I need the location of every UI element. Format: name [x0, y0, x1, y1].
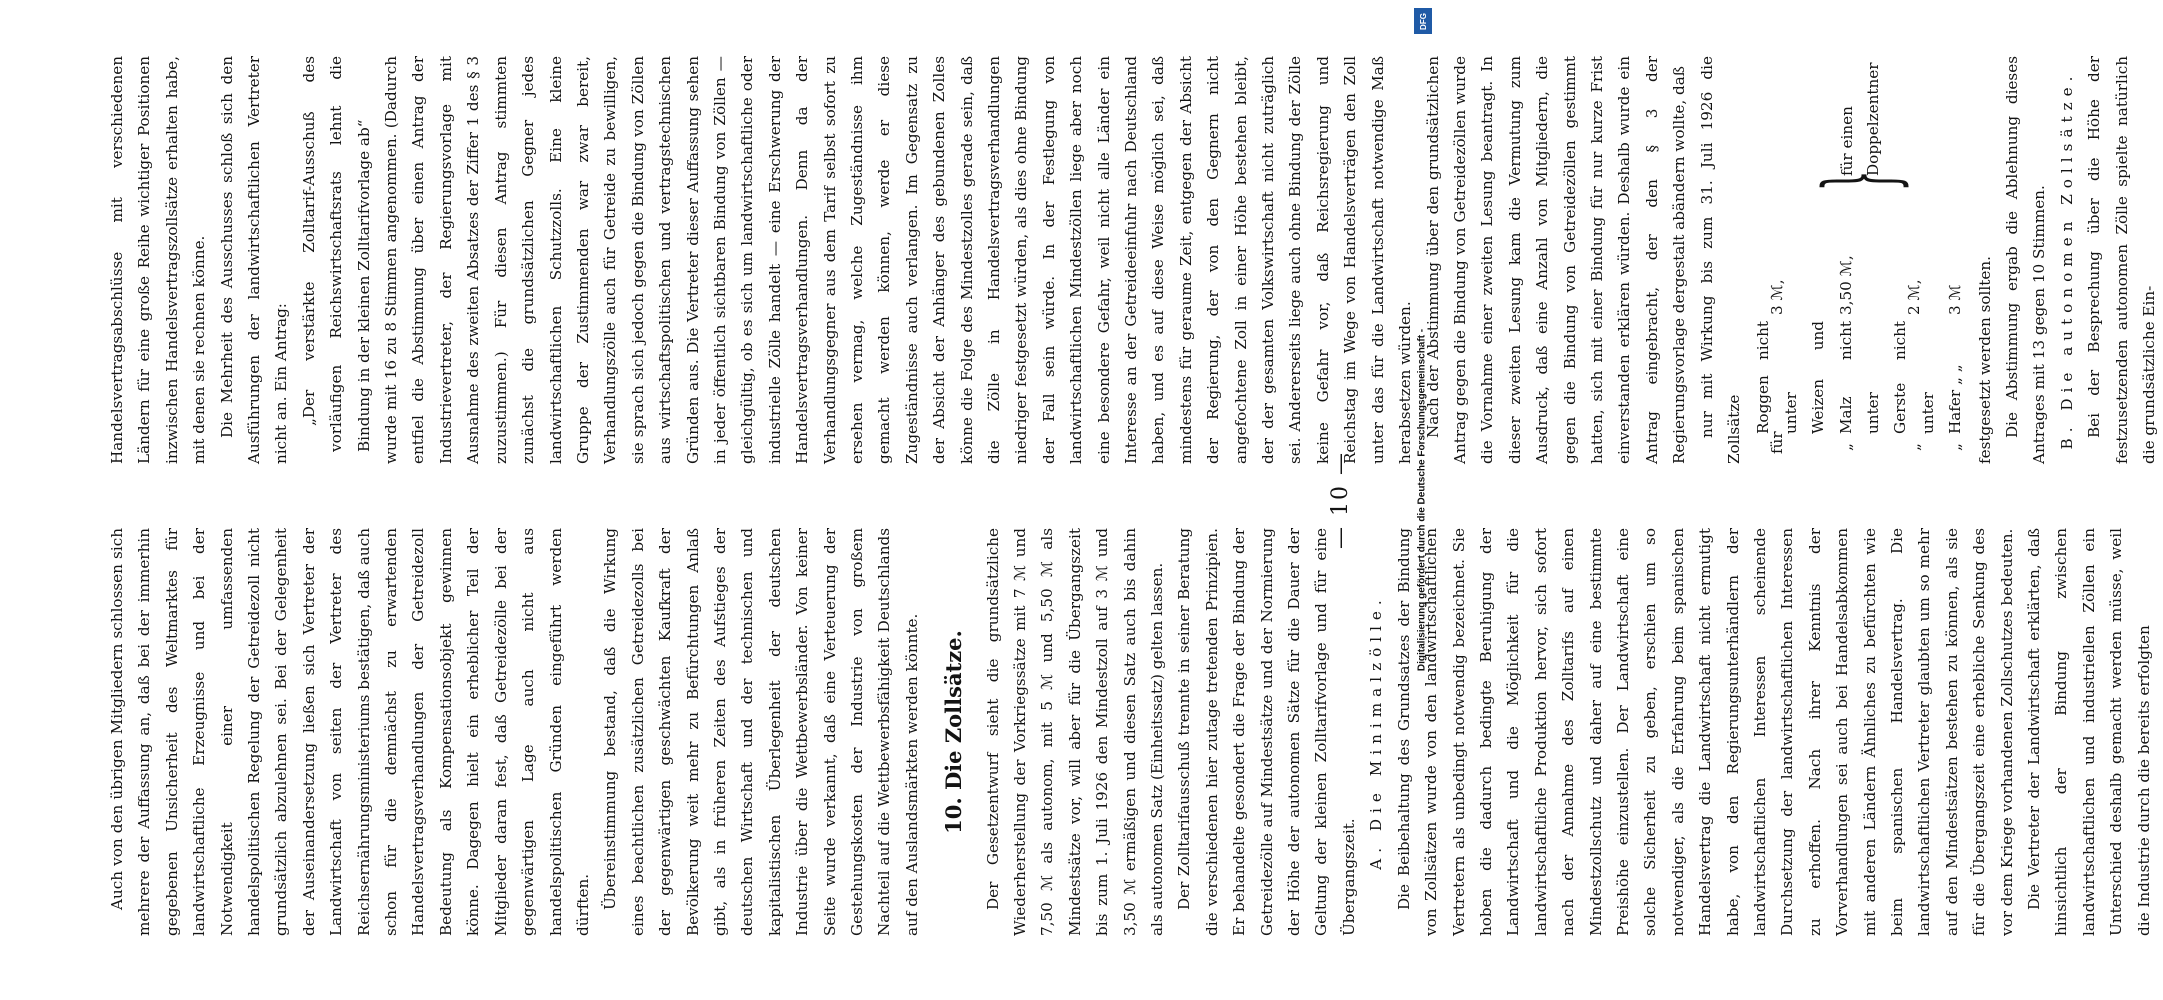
curly-brace-icon: } [1804, 170, 1916, 192]
paragraph: Die Abstimmung ergab die Ablehnung dieses Antrages mit 13 gegen 10 Stimmen. [2003, 56, 2049, 464]
paragraph: nur mit Wirkung bis zum 31. Juli 1926 die Zollsätze [1697, 56, 1743, 464]
subheading-a: A. Die Minimalzölle. [1367, 594, 1386, 870]
dfg-logo-icon [1414, 8, 1432, 34]
paragraph: Nach der Abstimmung über den grundsätzlichen Antrag gegen die Bindung von Getreidezöllen wurde die Vornahme einer zweiten Lesung beantragt. In dieser zweiten Lesung kam die Vermutung zum Ausdruck, daß eine Anzahl von Mitgliedern, die gegen die Bindung von Getreidezöllen gestimmt hatten, sich mit einer Bindung für nur kurze Frist einverstanden erklären würden. Deshalb wurde ein Antrag eingebracht, der den § 3 der Regierungsvorlage dergestalt abändern wollte, daß [1423, 56, 1689, 464]
tariff-item: Hafer „ „ [1946, 364, 1965, 434]
paragraph: wurde mit 16 zu 8 Stimmen angenommen. (Dadurch entfiel die Abstimmung über einen Antrag der Industrievertreter, der Regierungsvorlage mit Ausnahme des zweiten Absatzes der Ziffer 1 des § 3 zuzustimmen.) Für diesen Antrag stimmten zunächst die grundsätzlichen Gegner jedes landwirtschaftlichen Schutzzolls. Eine kleine Gruppe der Zustimmenden war zwar bereit, Verhandlungszölle auch für Getreide zu bewilligen, sie sprach sich jedoch gegen die Bindung von Zöllen aus wirtschaftspolitischen und vertragstechnischen Gründen aus. Die Vertreter dieser Auffassung sehen in jeder öffentlich sichtbaren Bindung von Zöllen — gleichgültig, ob es sich um landwirtschaftliche oder industrielle Zölle handelt — eine Erschwerung der Handelsvertragsverhandlungen. Denn da der Verhandlungsgegner aus dem Tarif selbst sofort zu ersehen vermag, welche Zugeständnisse ihm gemacht werden können, werde er diese Zugeständnisse auch verlangen. Im Gegensatz zu der Absicht der Anhänger des gebundenen Zolles könne die Folge des Mindestzolles gerade sein, daß die Zölle in Handelsvertragsverhandlungen niedriger festgesetzt würden, als dies ohne Bindung der Fall sein würde. In der Festlegung von landwirtschaftlichen Mindestzöllen liege aber noch eine besondere Gefahr, weil nicht alle Länder ein Interesse an der Getreideeinfuhr nach Deutschland haben, und es auf diese Weise möglich sei, daß mindestens für geraume Zeit, entgegen der Absicht der Regierung, der von den Gegnern nicht angefochtene Zoll in einer Höhe bestehen bleibt, der der gesamten Volkswirtschaft nicht zuträglich sei. Andererseits liege auch ohne Bindung der Zölle keine Gefahr vor, daß Reichsregierung und Reichstag im Wege von Handelsverträgen den Zoll unter das für die Landwirtschaft notwendige Maß herabsetzen würden. [382, 56, 1415, 464]
tariff-value: 2 ℳ, [1905, 279, 1924, 315]
dfg-logo-text: DFG [1418, 12, 1428, 30]
page-number: — 10 — [1328, 451, 1353, 549]
tariff-value: 3,50 ℳ, [1836, 255, 1855, 315]
tariff-item: Gerste nicht unter [1891, 321, 1937, 434]
paragraph: Auch von den übrigen Mitgliedern schlossen sich mehrere der Auffassung an, daß bei der immerhin gegebenen Unsicherheit des Weltmarktes für landwirtschaftliche Erzeugnisse und bei der Notwendigkeit einer umfassenden handelspolitischen Regelung der Getreidezoll nicht grundsätzlich abzulehnen sei. Bei der Gelegenheit der Auseinandersetzung ließen sich Vertreter der Landwirtschaft von seiten der Vertreter des Reichsernährungsministeriums bestätigen, daß auch schon für die demnächst zu erwartenden Handelsvertragsverhandlungen der Getreidezoll Bedeutung als Kompensationsobjekt gewinnen könne. Dagegen hielt ein erheblicher Teil der Mitglieder daran fest, daß Getreidezölle bei der gegenwärtigen Lage auch nicht aus handelspolitischen Gründen eingeführt werden dürften. [108, 528, 592, 936]
tariff-bullet: für [1768, 431, 1787, 454]
paragraph: Übereinstimmung bestand, daß die Wirkung eines beachtlichen zusätzlichen Getreidezolls bei der gegenwärtigen geschwächten Kaufkraft der Bevölkerung weit mehr zu Befürchtungen Anlaß gibt, als in früheren Zeiten des Aufstieges der deutschen Wirtschaft und der technischen und kapitalistischen Überlegenheit der deutschen Industrie über die Wettbewerbsländer. Von keiner Seite wurde verkannt, daß eine Verteuerung der Gestehungskosten der Industrie von großem Nachteil auf die Wettbewerbsfähigkeit Deutschlands auf den Auslandsmärkten werden könnte. [601, 528, 921, 936]
paragraph: Die Vertreter der Landwirtschaft erklärten, daß hinsichtlich der Bindung zwischen landwirtschaftlichen und industriellen Zöllen ein Unterschied deshalb gemacht werden müsse, weil die Industrie durch die bereits erfolgten [2025, 528, 2153, 936]
paragraph: Handelsvertragsabschlüsse mit verschiedenen Ländern für eine große Reihe wichtiger Positionen inzwischen Handelsvertragszollsätze erhalten habe, mit denen sie rechnen könne. [108, 56, 209, 464]
right-column [104, 56, 2163, 464]
paragraph: Die Mehrheit des Ausschusses schloß sich den Ausführungen der landwirtschaftlichen Vertreter nicht an. Ein Antrag: [217, 56, 291, 464]
digitization-credit: Digitalisierung gefördert durch die Deutsche Forschungsgemeinschaft - [1416, 328, 1428, 672]
tariff-bullet: „ [1905, 443, 1924, 451]
paragraph: Die Beibehaltung des Grundsatzes der Bindung von Zollsätzen wurde von den landwirtschaftlichen Vertretern als unbedingt notwendig bezeichnet. Sie hoben die dadurch bedingte Beruhigung der Landwirtschaft und die Möglichkeit für die landwirtschaftliche Produktion hervor, sich sofort nach der Annahme des Zolltarifs auf einen Mindestzollschutz und daher auf eine bestimmte Preishöhe einzustellen. Der Landwirtschaft eine solche Sicherheit zu geben, erschien um so notwendiger, als die Erfahrung beim spanischen Handelsvertrag die Landwirtschaft nicht ermutigt habe, von den Regierungsunterhändlern der landwirtschaftlichen Interessen scheinende Durchsetzung der landwirtschaftlichen Interessen zu erhoffen. Nach ihrer Kenntnis der Vorverhandlungen sei auch bei Handelsabkommen mit anderen Ländern Ähnliches zu befürchten wie beim spanischen Handelsvertrag. Die landwirtschaftlichen Vertreter glaubten um so mehr auf den Mindestsätzen bestehen zu können, als sie für die Übergangszeit eine erhebliche Senkung des vor dem Kriege vorhandenen Zollschutzes bedeuten. [1394, 528, 2016, 936]
paragraph: Bei der Besprechung über die Höhe der festzusetzenden autonomen Zölle spielte natürlich die grundsätzliche Ein- [2085, 56, 2159, 464]
quoted-motion: „Der verstärkte Zolltarif-Ausschuß des vorläufigen Reichswirtschaftsrats lehnt die Bindung in der kleinen Zolltarifvorlage ab“ [299, 56, 373, 452]
paragraph: Der Zolltarifausschuß trennte in seiner Beratung die verschiedenen hier zutage tretenden Prinzipien. Er behandelte gesondert die Frage der Bindung der Getreidezölle auf Mindestsätze und der Normierung der Höhe der autonomen Sätze für die Dauer der Geltung der kleinen Zolltarifvorlage und für eine Übergangszeit. [1175, 528, 1358, 936]
tariff-item: Weizen und Malz nicht unter [1809, 321, 1882, 434]
tariff-value: 3 ℳ [1946, 284, 1965, 315]
subheading-b: B. Die autonomen Zollsätze. [2057, 70, 2076, 450]
tariff-table [1750, 56, 1969, 454]
tariff-value: 3 ℳ, [1768, 279, 1787, 315]
paragraph: Der Gesetzentwurf sieht die grundsätzliche Wiederherstellung der Vorkriegssätze mit 7 ℳ und 7,50 ℳ als autonom, mit 5 ℳ und 5,50 ℳ als Mindestsätze vor, will aber für die Übergangszeit bis zum 1. Juli 1926 den Mindestzoll auf 3 ℳ und 3,50 ℳ ermäßigen und diesen Satz auch bis dahin als autonomen Satz (Einheitssatz) gelten lassen. [983, 528, 1167, 936]
tariff-bullet: „ [1836, 443, 1855, 451]
tariff-bullet: „ [1946, 443, 1965, 451]
tariff-item: Roggen nicht unter [1754, 321, 1800, 434]
paragraph: festgesetzt werden sollten. [1975, 256, 1994, 464]
section-title: 10. Die Zollsätze. [941, 630, 967, 834]
left-column [104, 528, 2158, 936]
tariff-unit: für einen Doppelzentner [1838, 62, 1882, 176]
